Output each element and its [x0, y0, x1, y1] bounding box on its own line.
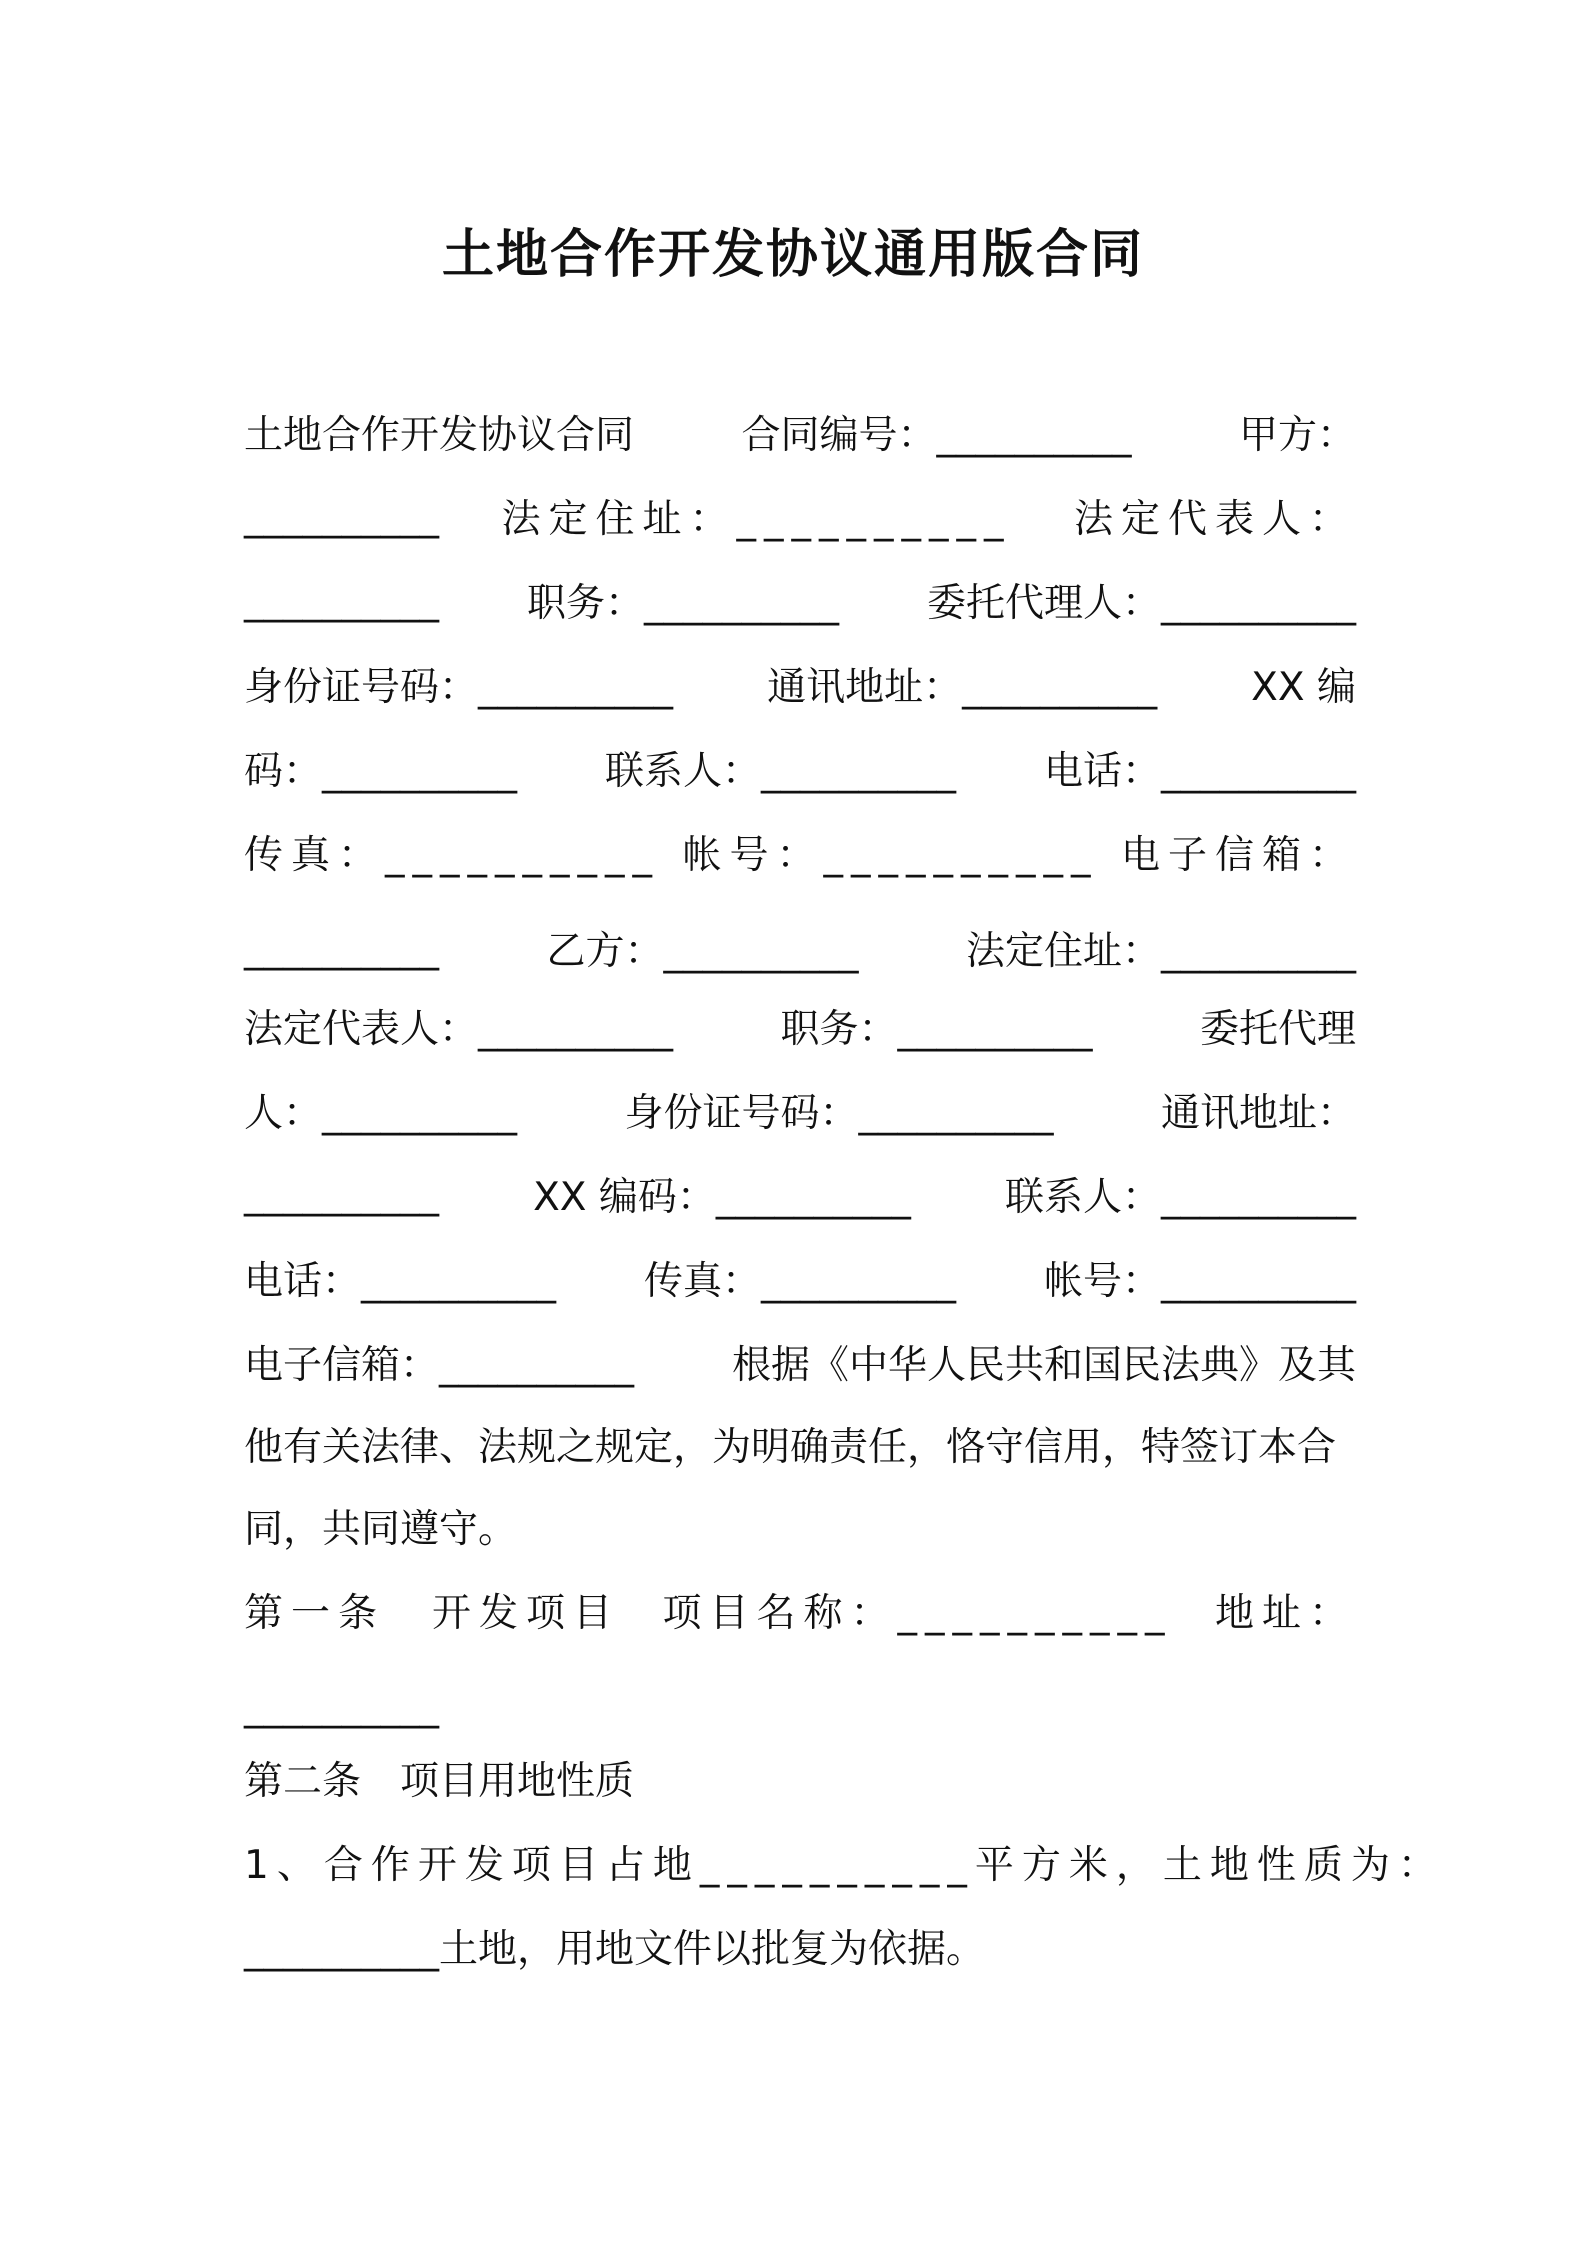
text-line — [244, 390, 1356, 474]
text-segment: 地址： — [1214, 1591, 1356, 1636]
text-line — [244, 1736, 1356, 1820]
text-segment: 项目名称：__________ — [662, 1591, 1173, 1636]
text-segment: 甲方： — [1238, 413, 1356, 458]
text-line — [244, 1568, 1356, 1652]
text-segment: 同，共同遵守。 — [244, 1507, 518, 1552]
text-segment: __________ — [244, 925, 439, 971]
text-segment: 土地合作开发协议合同 — [244, 413, 635, 458]
text-segment: 通讯地址： — [1160, 1091, 1356, 1136]
text-segment: __________土地，用地文件以批复为依据。 — [244, 1927, 986, 1972]
text-line — [244, 1904, 1356, 1988]
article-heading: 第一条 开发项目 — [244, 1591, 621, 1636]
document-title: 土地合作开发协议通用版合同 — [441, 225, 1144, 285]
text-segment: 他有关法律、法规之规定，为明确责任，恪守信用，特签订本合 — [244, 1425, 1337, 1470]
text-segment: 联系人：__________ — [1004, 1175, 1356, 1220]
text-segment: __________ — [244, 1171, 439, 1217]
text-segment: 电子信箱： — [1120, 833, 1356, 878]
text-segment: __________ — [244, 577, 439, 623]
text-segment: 1、合作开发项目占地__________平方米，土地性质为： — [244, 1843, 1445, 1888]
text-segment: __________ — [244, 493, 439, 539]
text-line — [244, 906, 1356, 990]
text-line — [244, 474, 1356, 558]
text-line — [244, 810, 1356, 894]
text-segment: 职务：__________ — [780, 1007, 1093, 1052]
text-segment: __________ — [244, 1683, 439, 1729]
text-line — [244, 1402, 1356, 1486]
text-line — [244, 726, 1356, 810]
text-segment: 法定代表人：__________ — [244, 1007, 674, 1052]
text-segment: 乙方：__________ — [546, 929, 859, 974]
text-segment: 电话：__________ — [1043, 749, 1356, 794]
text-line — [244, 984, 1356, 1068]
text-segment: 码：__________ — [244, 749, 518, 794]
text-line — [244, 1152, 1356, 1236]
text-line — [244, 1236, 1356, 1320]
text-segment: 法定代表人： — [1073, 497, 1356, 542]
text-segment: 身份证号码：__________ — [244, 665, 674, 710]
text-segment: 人：__________ — [244, 1091, 518, 1136]
text-segment: XX 编 — [1251, 665, 1356, 710]
text-segment: 帐号：__________ — [1043, 1259, 1356, 1304]
text-segment: 帐号：__________ — [682, 833, 1099, 878]
text-segment: 委托代理人：__________ — [926, 581, 1356, 626]
text-line — [244, 642, 1356, 726]
text-segment: 根据《中华人民共和国民法典》及其 — [731, 1343, 1356, 1388]
text-segment: 传真：__________ — [244, 833, 661, 878]
text-segment: 电话：__________ — [244, 1259, 557, 1304]
text-segment: 通讯地址：__________ — [767, 665, 1158, 710]
text-line — [244, 1820, 1445, 1904]
text-line — [244, 1068, 1356, 1152]
text-segment: 职务：__________ — [526, 581, 839, 626]
text-segment: 电子信箱：__________ — [244, 1343, 635, 1388]
text-line — [244, 1320, 1356, 1404]
article-heading: 第二条 项目用地性质 — [244, 1759, 635, 1804]
text-line — [244, 558, 1356, 642]
text-segment: 法定住址：__________ — [965, 929, 1356, 974]
text-segment: 委托代理 — [1199, 1007, 1356, 1052]
text-line — [244, 1484, 1356, 1568]
text-segment: 传真：__________ — [643, 1259, 956, 1304]
text-segment: 法定住址：__________ — [501, 497, 1012, 542]
text-segment: 联系人：__________ — [604, 749, 956, 794]
text-segment: 身份证号码：__________ — [624, 1091, 1054, 1136]
text-segment: 合同编号：__________ — [741, 413, 1132, 458]
text-segment: XX 编码：__________ — [533, 1175, 911, 1220]
